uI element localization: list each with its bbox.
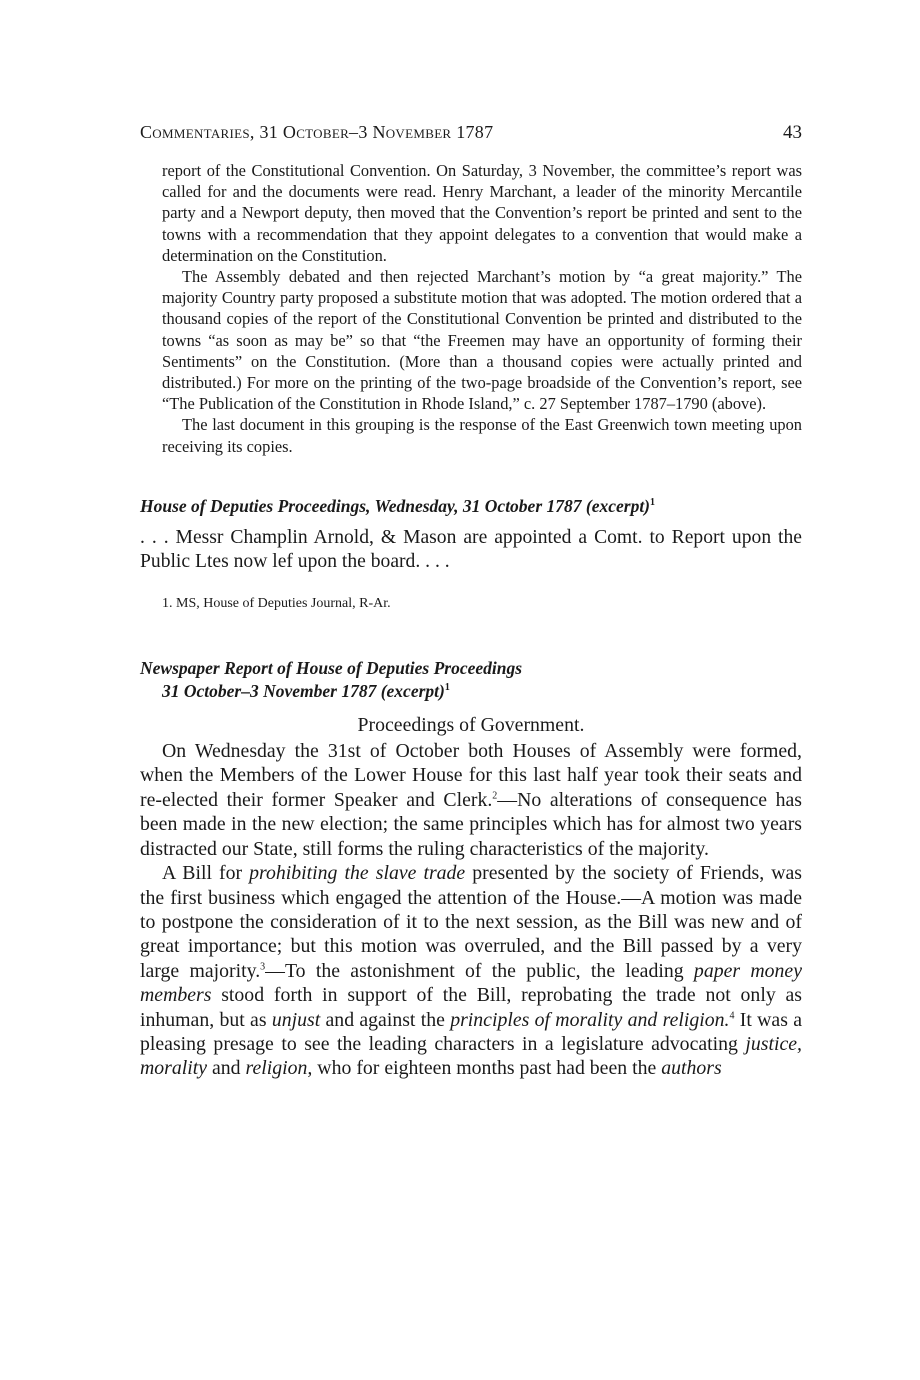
- newspaper-paragraph-2: [140, 861, 802, 1081]
- text-run: and: [207, 1057, 246, 1080]
- page-number: 43: [783, 122, 802, 143]
- text-run: presented by the society of Friends, was the first business which engaged the attention of the House.—A motion was made to postpone the consideration of it to the next session, as the Bill was new and of great importance; but this motion was overruled, and the Bill passed by a very large majority.: [140, 862, 802, 982]
- document-page: [140, 122, 802, 1081]
- footnote-ref: 2: [492, 790, 498, 802]
- italic-run: unjust: [271, 1008, 321, 1031]
- italic-run: principles of morality and religion.: [450, 1008, 730, 1031]
- footnote-ref: 4: [729, 1009, 735, 1021]
- journal-excerpt: . . . Messr Champlin Arnold, & Mason are appointed a Comt. to Report upon the Public Ltes now lef upon the board. . . .: [140, 526, 802, 573]
- text-run: and against the: [320, 1008, 451, 1031]
- italic-run: authors: [661, 1057, 722, 1080]
- text-run: On Wednesday the 31st of October both Houses of Assembly were formed, when the Members of the Lower House for this last half year took their seats and re-elected their former Speaker and Clerk.: [140, 740, 802, 811]
- heading-line-1: Newspaper Report of House of Deputies Proceedings: [140, 657, 523, 678]
- text-run: —No alterations of consequence has been made in the new election; the same principles which has for almost two years distracted our State, still forms the ruling characteristics of the majority.: [140, 788, 802, 860]
- document-heading-newspaper-report: [140, 657, 802, 703]
- newspaper-paragraph-1: [140, 739, 802, 861]
- editorial-introduction: [162, 160, 802, 457]
- footnote-ref: 1: [650, 497, 656, 509]
- text-run: A Bill for: [162, 862, 250, 885]
- italic-run: religion,: [245, 1057, 313, 1080]
- footnote-ref: 3: [260, 961, 266, 973]
- heading-text: House of Deputies Proceedings, Wednesday, 31 October 1787 (excerpt): [140, 495, 651, 516]
- intro-paragraph-1: report of the Constitutional Convention. On Saturday, 3 November, the committee’s report was called for and the documents were read. Henry Marchant, a leader of the minority Mercantile party and a Newport deputy, then moved that the Convention’s report be printed and sent to the towns with a recommendation that they appoint delegates to a convention that would make a determination on the Constitution.: [162, 161, 802, 265]
- running-head-title: Commentaries, 31 October–3 November 1787: [140, 122, 494, 142]
- newspaper-text: [140, 713, 802, 1081]
- italic-run: paper money members: [140, 959, 802, 1007]
- running-head: [140, 122, 802, 144]
- newspaper-title: Proceedings of Government.: [357, 713, 585, 736]
- text-run: stood forth in support of the Bill, reprobating the trade not only as inhuman, but as: [140, 984, 802, 1031]
- footnote-ref: 1: [444, 681, 450, 693]
- footnote: 1. MS, House of Deputies Journal, R-Ar.: [162, 595, 391, 611]
- text-run: —To the astonishment of the public, the leading: [265, 959, 694, 982]
- intro-paragraph-3: The last document in this grouping is the response of the East Greenwich town meeting upon receiving its copies.: [162, 415, 802, 456]
- heading-line-2: 31 October–3 November 1787 (excerpt): [162, 680, 445, 701]
- text-run: who for eighteen months past had been the: [312, 1057, 662, 1080]
- intro-paragraph-2: The Assembly debated and then rejected Marchant’s motion by “a great majority.” The majority Country party proposed a substitute motion that was adopted. The motion ordered that a thousand copies of the report of the Constitutional Convention be printed and distributed to the towns “as soon as may be” so that “the Freemen may have an opportunity of forming their Sentiments” on the Constitution. (More than a thousand copies were actually printed and distributed.) For more on the printing of the two-page broadside of the Convention’s report, see “The Publication of the Constitution in Rhode Island,” c. 27 September 1787–1790 (above).: [162, 267, 802, 414]
- italic-run: justice, morality: [140, 1032, 802, 1080]
- document-heading-house-proceedings: [140, 495, 802, 518]
- text-run: It was a pleasing presage to see the leading characters in a legislature advocating: [140, 1008, 802, 1055]
- italic-run: prohibiting the slave trade: [249, 862, 466, 885]
- heading-line-2-wrap: [140, 680, 802, 703]
